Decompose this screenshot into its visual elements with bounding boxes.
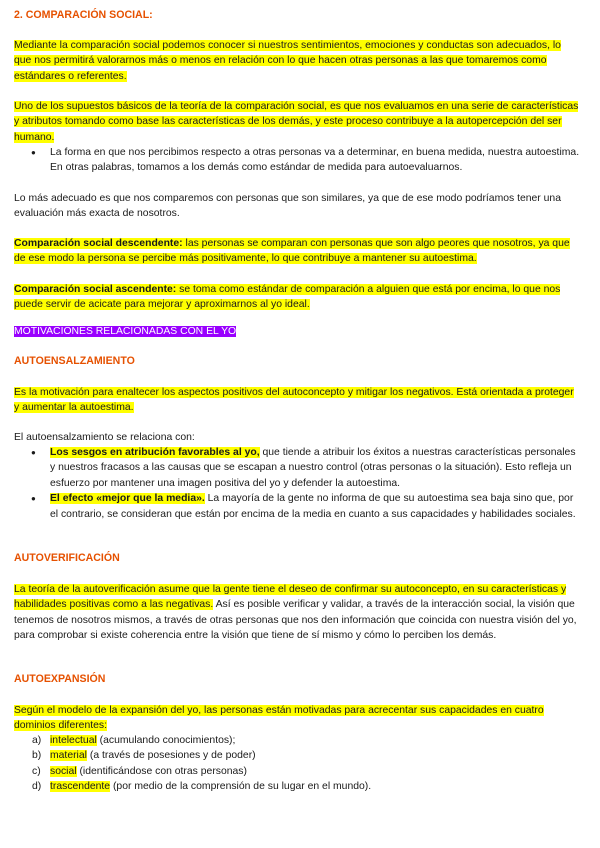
paragraph-relaciona: El autoensalzamiento se relaciona con: (14, 432, 195, 443)
list-item: a) intelectual (acumulando conocimientos); (32, 735, 236, 746)
paragraph-intro: Mediante la comparación social podemos conocer si nuestros sentimientos, emociones y conductas son adecuados, lo que nos permitirá valorarnos más o menos en relación con lo que hacen otras personas a las que tomaremos como estándares o referentes. (14, 40, 561, 82)
list-item: ● La forma en que nos percibimos respecto a otras personas va a determinar, en buena medida, nuestra autoestima. En otras palabras, tomamos a los demás como estándar de medida para autoevaluarnos. (14, 145, 580, 176)
bullet-list-autoensalzamiento (14, 445, 580, 522)
paragraph-autoensalzamiento: Es la motivación para enaltecer los aspectos positivos del autoconcepto y mitigar los negativos. Está orientada a proteger y aumentar la autoestima. (14, 387, 574, 414)
list-dominios (14, 733, 580, 795)
section-title-comparacion-social: 2. COMPARACIÓN SOCIAL: (14, 9, 153, 21)
paragraph-similares: Lo más adecuado es que nos comparemos con personas que son similares, ya que de ese modo podríamos tener una evaluación más exacta de nosotros. (14, 193, 561, 220)
section-title-autoensalzamiento: AUTOENSALZAMIENTO (14, 355, 135, 367)
heading-motivaciones: MOTIVACIONES RELACIONADAS CON EL YO (14, 326, 237, 337)
paragraph-comparacion-ascendente: Comparación social ascendente: se toma como estándar de comparación a alguien que está por encima, lo que nos puede servir de acicate para mejorar y aproximarnos al yo ideal. (14, 284, 561, 311)
list-item: d) trascendente (por medio de la comprensión de su lugar en el mundo). (32, 781, 372, 793)
paragraph-autoexpansion: Según el modelo de la expansión del yo, las personas están motivadas para acrecentar sus capacidades en cuatro dominios diferentes: (14, 705, 544, 732)
list-item: c) social (identificándose con otras personas) (32, 765, 247, 777)
bullet-list-autoestima (14, 145, 580, 176)
paragraph-supuestos: Uno de los supuestos básicos de la teoría de la comparación social, es que nos evaluamos en una serie de características y atributos tomando como base las características de los demás, y este proceso contribuye a la autopercepción del ser humano. (14, 101, 579, 143)
paragraph-comparacion-descendente: Comparación social descendente: las personas se comparan con personas que son algo peores que nosotros, ya que de ese modo la persona se percibe más positivamente, lo que contribuye a mantener su autoestima. (14, 238, 570, 265)
list-item: b) material (a través de posesiones y de poder) (32, 750, 256, 762)
list-item: ● Los sesgos en atribución favorables al yo, que tiende a atribuir los éxitos a nuestras características personales y nuestros fracasos a las causas que se escapan a nuestro control (otras personas o la situación). Esto refleja un esfuerzo por mantener una imagen positiva del yo y defender la autoestima. (14, 445, 580, 491)
list-item: ● El efecto «mejor que la media». La mayoría de la gente no informa de que su autoestima sea baja sino que, por el contrario, se consideran que están por encima de la media en cuanto a sus capacidades y habilidades sociales. (14, 491, 580, 522)
section-title-autoverificacion: AUTOVERIFICACIÓN (14, 552, 120, 564)
paragraph-autoverificacion: La teoría de la autoverificación asume que la gente tiene el deseo de confirmar su autoconcepto, en su características y habilidades positivas como a las negativas. Así es posible verificar y validar, a través de la interacción social, la visión que tenemos de nosotros mismos, a través de otras personas que nos den información que coincida con nuestra visión del yo, para comprobar si existe coherencia entre la visión que tiene de sí mismo y cómo lo perciben los demás. (14, 584, 577, 642)
section-title-autoexpansion: AUTOEXPANSIÓN (14, 673, 106, 685)
